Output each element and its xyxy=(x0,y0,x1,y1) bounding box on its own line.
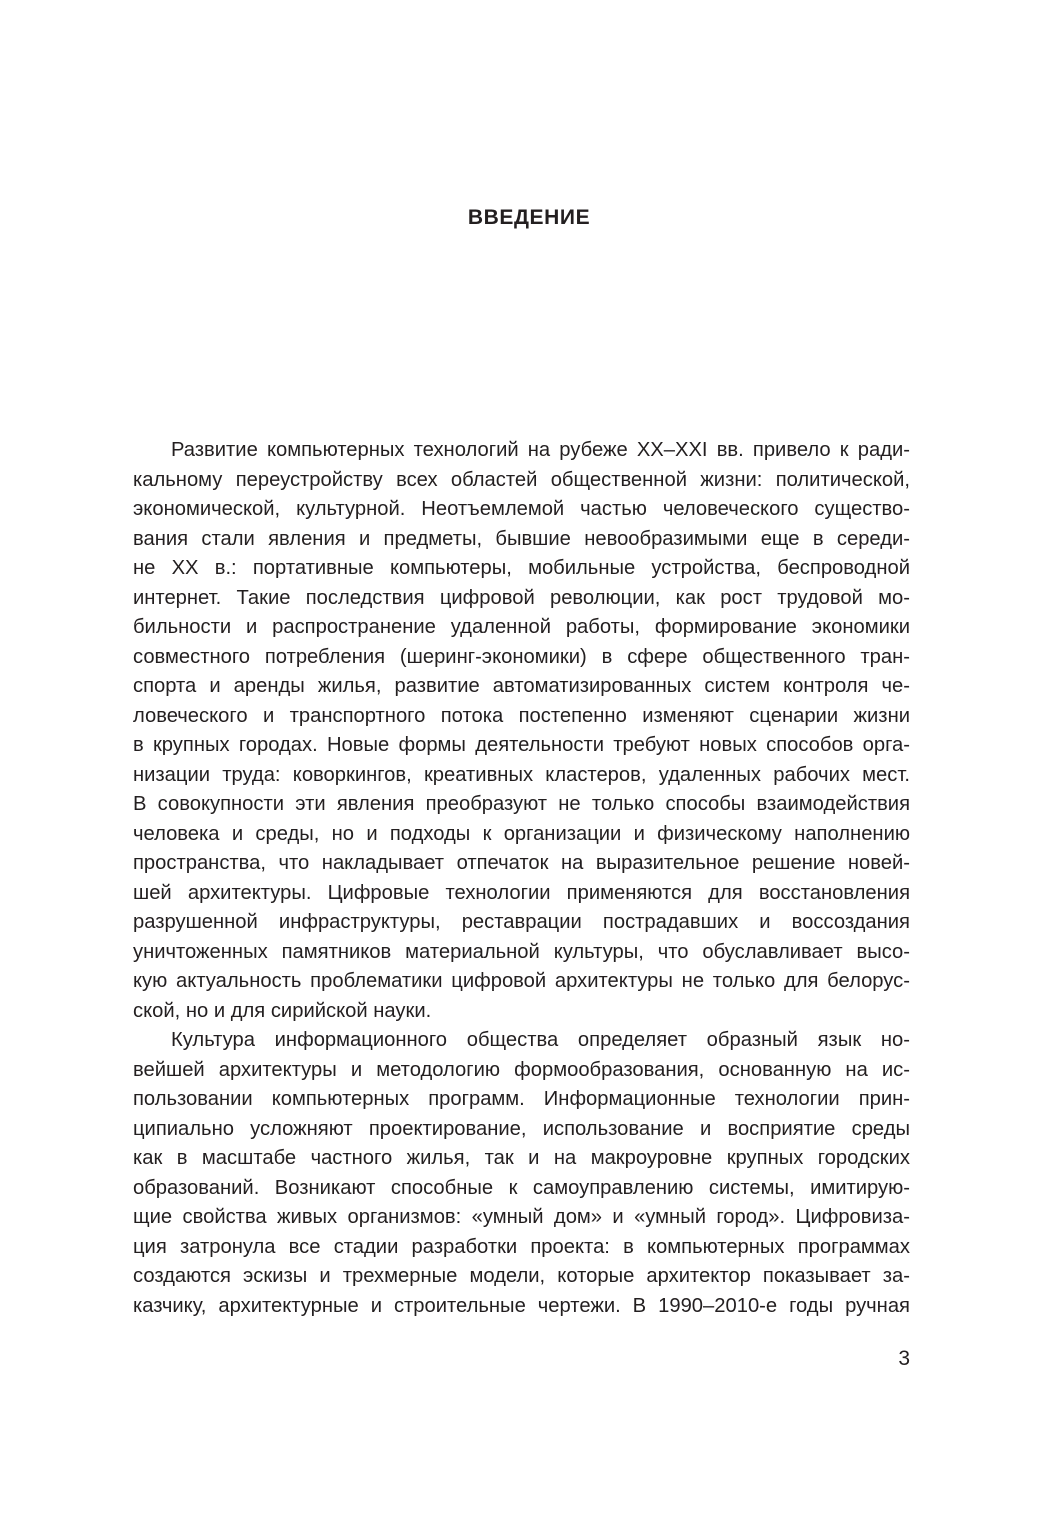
text-line: Развитие компьютерных технологий на рубеже XX–XXI вв. привело к ради- xyxy=(171,439,910,461)
text-line: щие свойства живых организмов: «умный дом» и «умный город». Цифровиза- xyxy=(133,1206,910,1228)
text-line: бильности и распространение удаленной работы, формирование экономики xyxy=(133,616,910,638)
page-title: ВВЕДЕНИЕ xyxy=(467,206,591,229)
text-line: ципиально усложняют проектирование, использование и восприятие среды xyxy=(133,1117,910,1140)
text-line: вания стали явления и предметы, бывшие невообразимыми еще в середи- xyxy=(133,527,910,550)
text-line: В совокупности эти явления преобразуют не только способы взаимодействия xyxy=(133,793,910,815)
text-line: разрушенной инфраструктуры, реставрации пострадавших и воссоздания xyxy=(133,911,910,933)
text-line: человека и среды, но и подходы к организации и физическому наполнению xyxy=(133,822,910,845)
text-line: низации труда: коворкингов, креативных кластеров, удаленных рабочих мест. xyxy=(133,763,910,786)
text-line: образований. Возникают способные к самоуправлению системы, имитирую- xyxy=(133,1176,910,1199)
text-line: совместного потребления (шеринг-экономики) в сфере общественного тран- xyxy=(133,645,910,668)
text-line: не XX в.: портативные компьютеры, мобильные устройства, беспроводной xyxy=(133,557,910,579)
text-line: кальному переустройству всех областей общественной жизни: политической, xyxy=(133,468,910,491)
page-number: 3 xyxy=(898,1347,910,1370)
text-line: спорта и аренды жилья, развитие автоматизированных систем контроля че- xyxy=(133,675,910,697)
text-line: ской, но и для сирийской науки. xyxy=(133,999,432,1022)
text-line: как в масштабе частного жилья, так и на макроуровне крупных городских xyxy=(133,1147,910,1169)
text-line: шей архитектуры. Цифровые технологии применяются для восстановления xyxy=(133,881,910,904)
paragraph-1 xyxy=(133,436,910,1026)
text-line: ловеческого и транспортного потока постепенно изменяют сценарии жизни xyxy=(133,704,910,727)
text-line: пользовании компьютерных программ. Информационные технологии прин- xyxy=(133,1088,910,1110)
paragraph-2 xyxy=(133,1026,910,1321)
text-line: в крупных городах. Новые формы деятельности требуют новых способов орга- xyxy=(133,734,910,756)
text-line: создаются эскизы и трехмерные модели, которые архитектор показывает за- xyxy=(133,1265,910,1287)
text-line: пространства, что накладывает отпечаток на выразительное решение новей- xyxy=(133,852,910,874)
text-line: экономической, культурной. Неотъемлемой частью человеческого существо- xyxy=(133,498,910,520)
text-line: интернет. Такие последствия цифровой революции, как рост трудовой мо- xyxy=(133,586,910,609)
text-line: казчику, архитектурные и строительные чертежи. В 1990–2010-е годы ручная xyxy=(133,1294,910,1317)
text-line: уничтоженных памятников материальной культуры, что обуславливает высо- xyxy=(133,940,910,963)
body-text xyxy=(133,436,910,1321)
text-line: ция затронула все стадии разработки проекта: в компьютерных программах xyxy=(133,1235,910,1258)
text-line: вейшей архитектуры и методологию формообразования, основанную на ис- xyxy=(133,1058,910,1081)
text-line: Культура информационного общества определяет образный язык но- xyxy=(171,1029,910,1051)
text-line: кую актуальность проблематики цифровой архитектуры не только для белорус- xyxy=(133,970,910,992)
